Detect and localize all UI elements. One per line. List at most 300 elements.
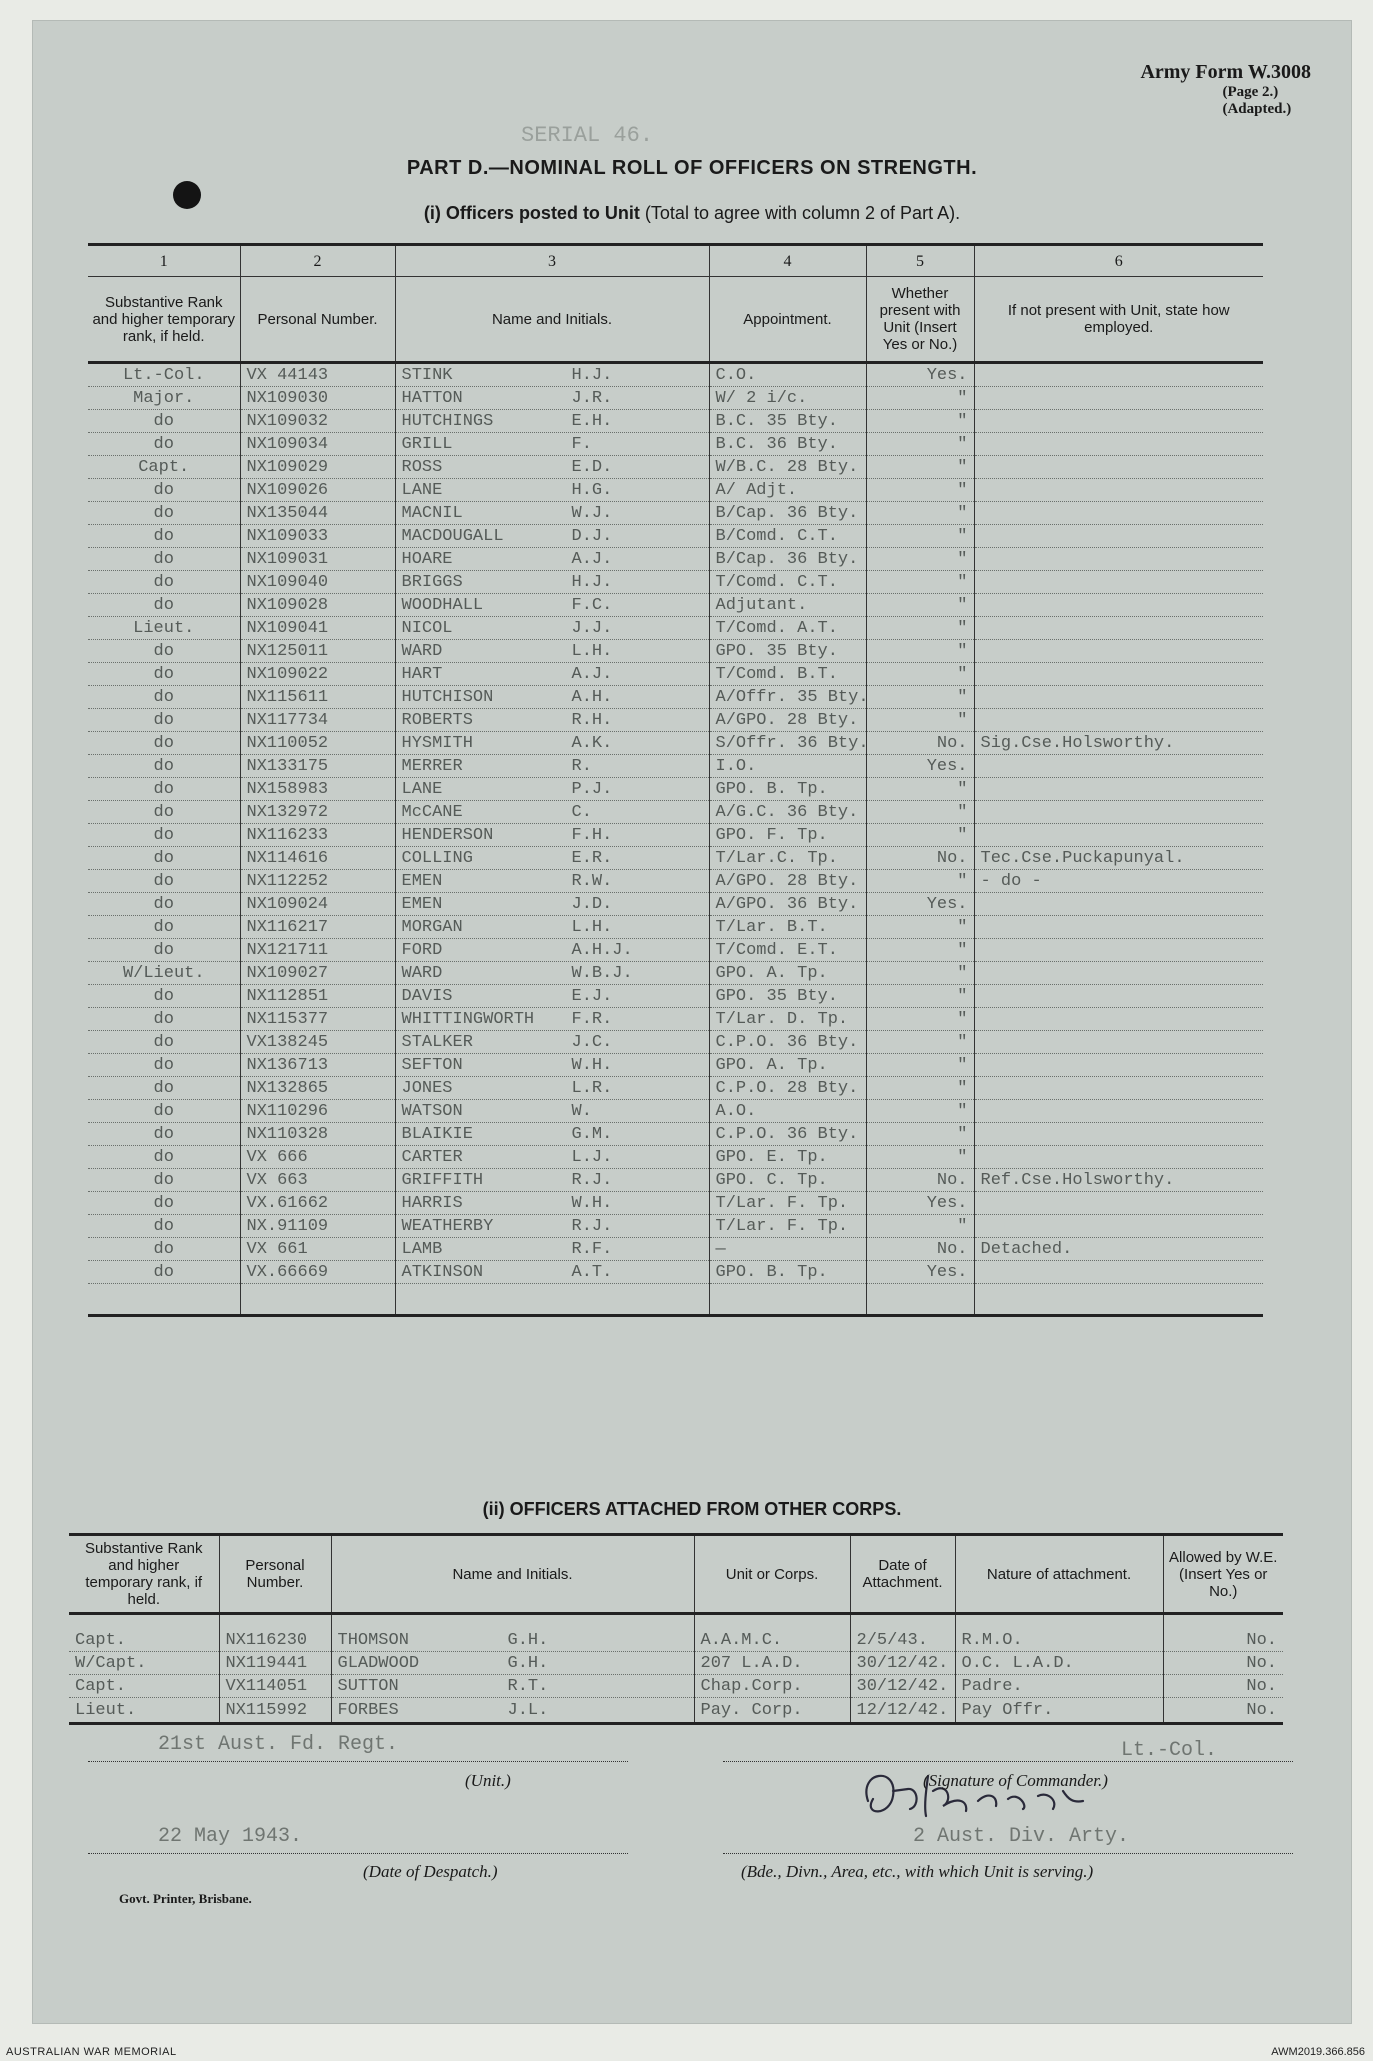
appointment-cell: GPO. B. Tp. bbox=[709, 778, 866, 801]
employment-cell bbox=[974, 617, 1263, 640]
appointment-cell: I.O. bbox=[709, 755, 866, 778]
table-row bbox=[88, 916, 1263, 939]
surname: FORBES bbox=[337, 1700, 399, 1720]
rank-cell: do bbox=[88, 893, 240, 916]
officers-attached-rows bbox=[69, 1614, 1283, 1724]
nature-cell: R.M.O. bbox=[955, 1629, 1163, 1652]
appointment-cell: S/Offr. 36 Bty. bbox=[709, 732, 866, 755]
table-row bbox=[88, 778, 1263, 801]
initials: W.H. bbox=[571, 1193, 613, 1213]
employment-cell bbox=[974, 893, 1263, 916]
employment-cell: Tec.Cse.Puckapunyal. bbox=[974, 847, 1263, 870]
rank-cell: do bbox=[88, 732, 240, 755]
table-row bbox=[88, 387, 1263, 410]
initials: R.J. bbox=[571, 1216, 613, 1236]
name-cell bbox=[395, 387, 709, 410]
personal-number-cell: NX158983 bbox=[240, 778, 395, 801]
personal-number-cell: NX109040 bbox=[240, 571, 395, 594]
surname: WOODHALL bbox=[401, 595, 484, 615]
appointment-cell: A/Offr. 35 Bty. bbox=[709, 686, 866, 709]
initials: L.J. bbox=[571, 1147, 613, 1167]
surname: LANE bbox=[401, 779, 443, 799]
unit-caption: (Unit.) bbox=[465, 1771, 511, 1790]
rank-cell: do bbox=[88, 640, 240, 663]
table-row bbox=[69, 1675, 1283, 1698]
form-identifier bbox=[1140, 61, 1311, 118]
present-cell: Yes. bbox=[866, 363, 974, 387]
personal-number-cell: VX 666 bbox=[240, 1146, 395, 1169]
initials: J.J. bbox=[571, 618, 613, 638]
surname: LAMB bbox=[401, 1239, 443, 1259]
rank-cell: do bbox=[88, 939, 240, 962]
rank-cell: do bbox=[88, 410, 240, 433]
employment-cell bbox=[974, 1123, 1263, 1146]
present-cell: No. bbox=[866, 1169, 974, 1192]
appointment-cell: A.O. bbox=[709, 1100, 866, 1123]
rank-cell: W/Capt. bbox=[69, 1652, 219, 1675]
personal-number-cell: NX133175 bbox=[240, 755, 395, 778]
col-number: 4 bbox=[709, 245, 866, 277]
surname: HUTCHISON bbox=[401, 687, 494, 707]
initials: R.T. bbox=[507, 1676, 549, 1696]
appointment-cell: GPO. B. Tp. bbox=[709, 1261, 866, 1284]
employment-cell bbox=[974, 1031, 1263, 1054]
initials: E.R. bbox=[571, 848, 613, 868]
name-cell bbox=[331, 1698, 694, 1724]
table-row bbox=[88, 525, 1263, 548]
surname: HENDERSON bbox=[401, 825, 494, 845]
table-row bbox=[88, 1123, 1263, 1146]
initials: H.J. bbox=[571, 365, 613, 385]
rank-cell: do bbox=[88, 1077, 240, 1100]
rank-cell: do bbox=[88, 594, 240, 617]
rank-cell: do bbox=[88, 571, 240, 594]
present-cell: " bbox=[866, 1146, 974, 1169]
bde-line bbox=[723, 1853, 1293, 1854]
bde-value: 2 Aust. Div. Arty. bbox=[913, 1825, 1130, 1848]
personal-number-cell: NX109026 bbox=[240, 479, 395, 502]
surname: MACNIL bbox=[401, 503, 463, 523]
present-cell: " bbox=[866, 594, 974, 617]
employment-cell bbox=[974, 962, 1263, 985]
present-cell: " bbox=[866, 709, 974, 732]
personal-number-cell: NX121711 bbox=[240, 939, 395, 962]
initials: G.H. bbox=[507, 1653, 549, 1673]
surname: GLADWOOD bbox=[337, 1653, 420, 1673]
section-1-label: (i) Officers posted to Unit bbox=[423, 203, 640, 223]
surname: HOARE bbox=[401, 549, 453, 569]
name-cell bbox=[395, 1261, 709, 1284]
rank-cell: do bbox=[88, 1192, 240, 1215]
table-row bbox=[88, 363, 1263, 387]
present-cell: Yes. bbox=[866, 893, 974, 916]
surname: MERRER bbox=[401, 756, 463, 776]
appointment-cell: B/Cap. 36 Bty. bbox=[709, 502, 866, 525]
unit-value: 21st Aust. Fd. Regt. bbox=[158, 1733, 399, 1756]
header-unit: Unit or Corps. bbox=[694, 1535, 850, 1614]
table-row bbox=[88, 1100, 1263, 1123]
present-cell: " bbox=[866, 1215, 974, 1238]
initials: W.J. bbox=[571, 503, 613, 523]
date-caption: (Date of Despatch.) bbox=[363, 1862, 498, 1881]
spacer-cell bbox=[331, 1614, 694, 1630]
appointment-cell: GPO. A. Tp. bbox=[709, 1054, 866, 1077]
table-row bbox=[88, 1031, 1263, 1054]
rank-cell: do bbox=[88, 686, 240, 709]
name-cell bbox=[395, 433, 709, 456]
appointment-cell: A/ Adjt. bbox=[709, 479, 866, 502]
surname: GRIFFITH bbox=[401, 1170, 484, 1190]
header-rank: Substantive Rank and higher temporary rank, if held. bbox=[88, 277, 240, 363]
name-cell bbox=[395, 456, 709, 479]
col-number: 2 bbox=[240, 245, 395, 277]
date-line bbox=[88, 1853, 628, 1854]
allowed-cell: No. bbox=[1163, 1629, 1283, 1652]
rank-cell: do bbox=[88, 778, 240, 801]
name-cell bbox=[395, 686, 709, 709]
col-number: 3 bbox=[395, 245, 709, 277]
present-cell: " bbox=[866, 571, 974, 594]
name-cell bbox=[331, 1629, 694, 1652]
present-cell: " bbox=[866, 433, 974, 456]
surname: WATSON bbox=[401, 1101, 463, 1121]
table-row bbox=[88, 1054, 1263, 1077]
surname: BLAIKIE bbox=[401, 1124, 473, 1144]
surname: NICOL bbox=[401, 618, 453, 638]
name-cell bbox=[395, 893, 709, 916]
name-cell bbox=[395, 1169, 709, 1192]
personal-number-cell: NX132865 bbox=[240, 1077, 395, 1100]
rank-cell: do bbox=[88, 1146, 240, 1169]
table-row bbox=[88, 617, 1263, 640]
date-value: 22 May 1943. bbox=[158, 1825, 303, 1848]
table-row bbox=[88, 1077, 1263, 1100]
personal-number-cell: NX115611 bbox=[240, 686, 395, 709]
present-cell: " bbox=[866, 870, 974, 893]
employment-cell bbox=[974, 502, 1263, 525]
name-cell bbox=[395, 410, 709, 433]
surname: STALKER bbox=[401, 1032, 473, 1052]
surname: BRIGGS bbox=[401, 572, 463, 592]
officers-posted-rows bbox=[88, 363, 1263, 1316]
present-cell: " bbox=[866, 962, 974, 985]
allowed-cell: No. bbox=[1163, 1652, 1283, 1675]
table-row bbox=[88, 663, 1263, 686]
initials: A.H. bbox=[571, 687, 613, 707]
rank-cell: do bbox=[88, 1031, 240, 1054]
col-number: 5 bbox=[866, 245, 974, 277]
name-cell bbox=[395, 824, 709, 847]
rank-cell: do bbox=[88, 870, 240, 893]
table-row bbox=[88, 548, 1263, 571]
surname: MACDOUGALL bbox=[401, 526, 504, 546]
personal-number-cell: NX109031 bbox=[240, 548, 395, 571]
initials: E.J. bbox=[571, 986, 613, 1006]
initials: G.H. bbox=[507, 1630, 549, 1650]
table-row bbox=[88, 801, 1263, 824]
initials: P.J. bbox=[571, 779, 613, 799]
surname: EMEN bbox=[401, 871, 443, 891]
table-row bbox=[88, 939, 1263, 962]
name-cell bbox=[331, 1675, 694, 1698]
appointment-cell: T/Comd. C.T. bbox=[709, 571, 866, 594]
officers-attached-table bbox=[69, 1533, 1283, 1725]
present-cell: Yes. bbox=[866, 1261, 974, 1284]
header-personal-number: Personal Number. bbox=[219, 1535, 331, 1614]
name-cell bbox=[395, 801, 709, 824]
employment-cell bbox=[974, 548, 1263, 571]
present-cell: " bbox=[866, 548, 974, 571]
employment-cell bbox=[974, 433, 1263, 456]
initials: A.T. bbox=[571, 1262, 613, 1282]
employment-cell bbox=[974, 1215, 1263, 1238]
table-row bbox=[88, 962, 1263, 985]
personal-number-cell: NX109028 bbox=[240, 594, 395, 617]
spacer-row bbox=[69, 1614, 1283, 1630]
section-1-note: (Total to agree with column 2 of Part A). bbox=[639, 203, 961, 223]
rank-cell: do bbox=[88, 1238, 240, 1261]
rank-cell: do bbox=[88, 1123, 240, 1146]
header-rank: Substantive Rank and higher temporary rank, if held. bbox=[69, 1535, 219, 1614]
rank-cell: do bbox=[88, 663, 240, 686]
nature-cell: O.C. L.A.D. bbox=[955, 1652, 1163, 1675]
spacer-cell bbox=[1163, 1614, 1283, 1630]
rank-cell: do bbox=[88, 1261, 240, 1284]
form-adapted: (Adapted.) bbox=[1222, 101, 1292, 117]
table-row bbox=[69, 1652, 1283, 1675]
employment-cell bbox=[974, 709, 1263, 732]
spacer-cell bbox=[69, 1614, 219, 1630]
present-cell: Yes. bbox=[866, 755, 974, 778]
personal-number-cell: NX115377 bbox=[240, 1008, 395, 1031]
appointment-cell: C.O. bbox=[709, 363, 866, 387]
name-cell bbox=[395, 571, 709, 594]
present-cell: " bbox=[866, 479, 974, 502]
initials: H.J. bbox=[571, 572, 613, 592]
personal-number-cell: NX109029 bbox=[240, 456, 395, 479]
surname: CARTER bbox=[401, 1147, 463, 1167]
table-row bbox=[88, 1169, 1263, 1192]
appointment-cell: GPO. 35 Bty. bbox=[709, 640, 866, 663]
name-cell bbox=[395, 939, 709, 962]
personal-number-cell: NX109041 bbox=[240, 617, 395, 640]
personal-number-cell bbox=[240, 1284, 395, 1316]
col-number: 1 bbox=[88, 245, 240, 277]
appointment-cell: GPO. A. Tp. bbox=[709, 962, 866, 985]
table-row bbox=[88, 502, 1263, 525]
employment-cell bbox=[974, 456, 1263, 479]
personal-number-cell: VX 663 bbox=[240, 1169, 395, 1192]
name-cell bbox=[395, 502, 709, 525]
rank-cell: do bbox=[88, 548, 240, 571]
surname: ROBERTS bbox=[401, 710, 473, 730]
part-title: PART D.—NOMINAL ROLL OF OFFICERS ON STRENGTH. bbox=[406, 157, 978, 179]
table-row bbox=[88, 571, 1263, 594]
appointment-cell bbox=[709, 1284, 866, 1316]
personal-number-cell: NX115992 bbox=[219, 1698, 331, 1724]
personal-number-cell: NX136713 bbox=[240, 1054, 395, 1077]
personal-number-cell: NX116230 bbox=[219, 1629, 331, 1652]
date-cell: 2/5/43. bbox=[850, 1629, 955, 1652]
appointment-cell: T/Comd. A.T. bbox=[709, 617, 866, 640]
spacer-cell bbox=[219, 1614, 331, 1630]
personal-number-cell: NX112851 bbox=[240, 985, 395, 1008]
appointment-cell: T/Lar.C. Tp. bbox=[709, 847, 866, 870]
personal-number-cell: NX109024 bbox=[240, 893, 395, 916]
rank-cell: do bbox=[88, 709, 240, 732]
surname: WEATHERBY bbox=[401, 1216, 494, 1236]
appointment-cell: W/B.C. 28 Bty. bbox=[709, 456, 866, 479]
employment-cell: - do - bbox=[974, 870, 1263, 893]
present-cell: " bbox=[866, 1031, 974, 1054]
appointment-cell: T/Comd. E.T. bbox=[709, 939, 866, 962]
personal-number-cell: NX110052 bbox=[240, 732, 395, 755]
header-personal-number: Personal Number. bbox=[240, 277, 395, 363]
personal-number-cell: NX116233 bbox=[240, 824, 395, 847]
unit-cell: Pay. Corp. bbox=[694, 1698, 850, 1724]
initials: D.J. bbox=[571, 526, 613, 546]
rank-cell: do bbox=[88, 801, 240, 824]
name-cell bbox=[395, 870, 709, 893]
section-1-heading bbox=[33, 203, 1351, 224]
name-cell bbox=[395, 755, 709, 778]
employment-cell bbox=[974, 778, 1263, 801]
initials: F. bbox=[571, 434, 592, 454]
appointment-cell: — bbox=[709, 1238, 866, 1261]
appointment-cell: W/ 2 i/c. bbox=[709, 387, 866, 410]
present-cell: " bbox=[866, 1077, 974, 1100]
personal-number-cell: VX 661 bbox=[240, 1238, 395, 1261]
rank-cell: do bbox=[88, 755, 240, 778]
present-cell: " bbox=[866, 1100, 974, 1123]
employment-cell bbox=[974, 525, 1263, 548]
initials: W.B.J. bbox=[571, 963, 633, 983]
name-cell bbox=[395, 479, 709, 502]
rank-cell: do bbox=[88, 525, 240, 548]
appointment-cell: T/Lar. D. Tp. bbox=[709, 1008, 866, 1031]
name-cell bbox=[395, 617, 709, 640]
initials: J.C. bbox=[571, 1032, 613, 1052]
present-cell: " bbox=[866, 663, 974, 686]
employment-cell: Detached. bbox=[974, 1238, 1263, 1261]
employment-cell bbox=[974, 410, 1263, 433]
surname: THOMSON bbox=[337, 1630, 409, 1650]
personal-number-cell: NX109033 bbox=[240, 525, 395, 548]
surname: HUTCHINGS bbox=[401, 411, 494, 431]
table-row bbox=[88, 479, 1263, 502]
rank-cell: Lieut. bbox=[88, 617, 240, 640]
personal-number-cell: VX114051 bbox=[219, 1675, 331, 1698]
present-cell: " bbox=[866, 502, 974, 525]
table-row bbox=[88, 640, 1263, 663]
personal-number-cell: NX109022 bbox=[240, 663, 395, 686]
rank-cell bbox=[88, 1284, 240, 1316]
allowed-cell: No. bbox=[1163, 1698, 1283, 1724]
surname: McCANE bbox=[401, 802, 463, 822]
officers-posted-table bbox=[88, 243, 1263, 1317]
header-row bbox=[69, 1535, 1283, 1614]
rank-cell: do bbox=[88, 847, 240, 870]
employment-cell bbox=[974, 985, 1263, 1008]
employment-cell bbox=[974, 1100, 1263, 1123]
table-row bbox=[69, 1698, 1283, 1724]
present-cell: " bbox=[866, 686, 974, 709]
employment-cell bbox=[974, 640, 1263, 663]
initials: R.J. bbox=[571, 1170, 613, 1190]
surname: HARRIS bbox=[401, 1193, 463, 1213]
present-cell: No. bbox=[866, 847, 974, 870]
table-row bbox=[88, 1215, 1263, 1238]
personal-number-cell: VX 44143 bbox=[240, 363, 395, 387]
employment-cell bbox=[974, 1008, 1263, 1031]
initials: L.R. bbox=[571, 1078, 613, 1098]
personal-number-cell: NX109034 bbox=[240, 433, 395, 456]
table-row bbox=[88, 755, 1263, 778]
allowed-cell: No. bbox=[1163, 1675, 1283, 1698]
bde-caption: (Bde., Divn., Area, etc., with which Unit is serving.) bbox=[741, 1862, 1094, 1881]
form-page: (Page 2.) bbox=[1222, 84, 1279, 100]
present-cell: " bbox=[866, 1008, 974, 1031]
employment-cell bbox=[974, 594, 1263, 617]
table-row bbox=[88, 686, 1263, 709]
present-cell: " bbox=[866, 456, 974, 479]
surname: MORGAN bbox=[401, 917, 463, 937]
rank-cell: do bbox=[88, 433, 240, 456]
table-row bbox=[88, 732, 1263, 755]
header-name: Name and Initials. bbox=[331, 1535, 694, 1614]
present-cell: " bbox=[866, 824, 974, 847]
name-cell bbox=[395, 985, 709, 1008]
appointment-cell: B/Comd. C.T. bbox=[709, 525, 866, 548]
employment-cell bbox=[974, 824, 1263, 847]
name-cell bbox=[395, 640, 709, 663]
appointment-cell: A/GPO. 36 Bty. bbox=[709, 893, 866, 916]
present-cell: " bbox=[866, 525, 974, 548]
table-row bbox=[88, 985, 1263, 1008]
employment-cell bbox=[974, 1077, 1263, 1100]
initials: J.R. bbox=[571, 388, 613, 408]
rank-cell: do bbox=[88, 1008, 240, 1031]
rank-cell: W/Lieut. bbox=[88, 962, 240, 985]
appointment-cell: C.P.O. 36 Bty. bbox=[709, 1123, 866, 1146]
employment-cell bbox=[974, 1192, 1263, 1215]
employment-cell bbox=[974, 1054, 1263, 1077]
appointment-cell: A/G.C. 36 Bty. bbox=[709, 801, 866, 824]
initials: G.M. bbox=[571, 1124, 613, 1144]
unit-cell: Chap.Corp. bbox=[694, 1675, 850, 1698]
appointment-cell: A/GPO. 28 Bty. bbox=[709, 870, 866, 893]
initials: A.J. bbox=[571, 549, 613, 569]
appointment-cell: C.P.O. 36 Bty. bbox=[709, 1031, 866, 1054]
present-cell: " bbox=[866, 801, 974, 824]
table-row bbox=[88, 1261, 1263, 1284]
surname: DAVIS bbox=[401, 986, 453, 1006]
employment-cell bbox=[974, 1261, 1263, 1284]
appointment-cell: T/Lar. F. Tp. bbox=[709, 1215, 866, 1238]
rank-cell: Lt.-Col. bbox=[88, 363, 240, 387]
name-cell bbox=[395, 778, 709, 801]
date-cell: 12/12/42. bbox=[850, 1698, 955, 1724]
rank-cell: do bbox=[88, 502, 240, 525]
name-cell bbox=[395, 1008, 709, 1031]
surname: SUTTON bbox=[337, 1676, 399, 1696]
surname: WARD bbox=[401, 963, 443, 983]
table-row bbox=[88, 433, 1263, 456]
initials: F.H. bbox=[571, 825, 613, 845]
document-page bbox=[32, 20, 1352, 2024]
initials: E.H. bbox=[571, 411, 613, 431]
initials: W. bbox=[571, 1101, 592, 1121]
